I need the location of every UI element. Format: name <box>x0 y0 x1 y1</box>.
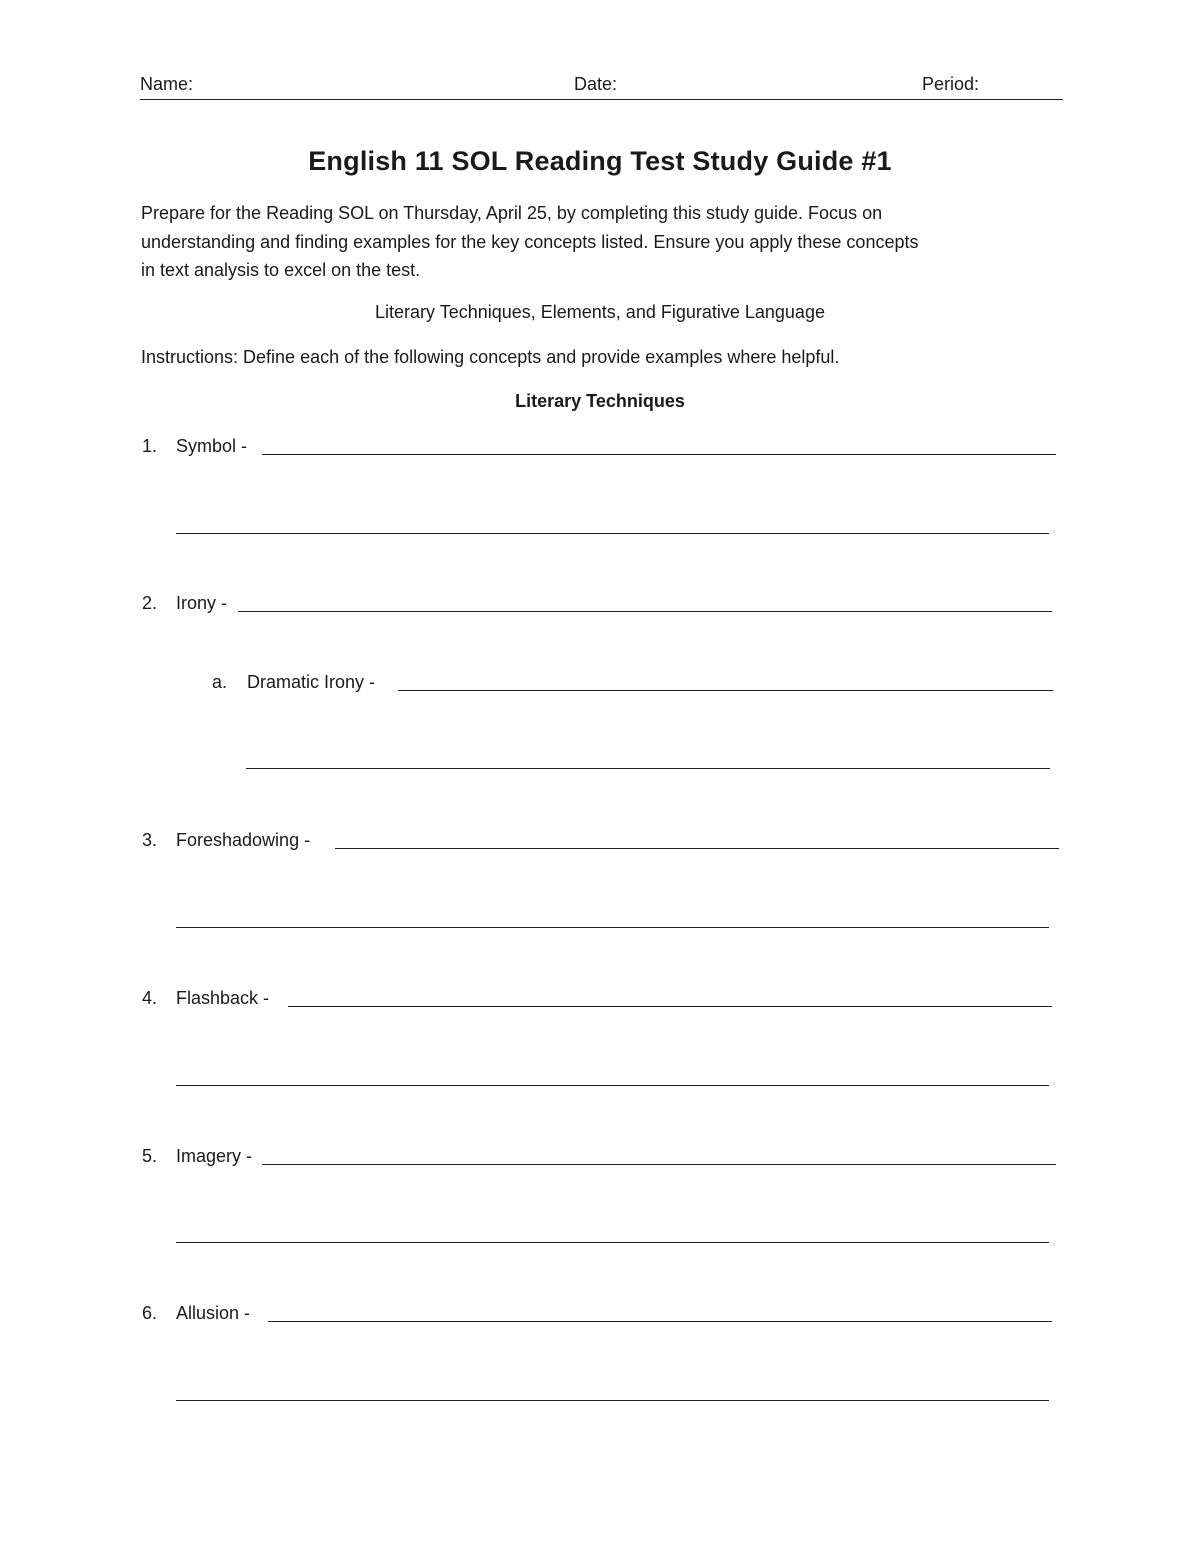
page-title: English 11 SOL Reading Test Study Guide #1 <box>308 146 892 176</box>
answer-line[interactable] <box>176 927 1049 928</box>
instructions: Instructions: Define each of the following concepts and provide examples where helpful. <box>141 347 840 367</box>
item-number: 5. <box>142 1146 158 1166</box>
list-item-symbol <box>142 434 1057 460</box>
item-term: Dramatic Irony - <box>247 672 376 692</box>
item-number: 6. <box>142 1303 158 1323</box>
intro-line: Prepare for the Reading SOL on Thursday, April 25, by completing this study guide. Focus on <box>141 203 883 223</box>
intro-line: understanding and finding examples for the key concepts listed. Ensure you apply these concepts <box>141 231 919 252</box>
list-item-imagery <box>142 1144 1057 1170</box>
subheading: Literary Techniques, Elements, and Figurative Language <box>375 302 825 322</box>
item-term: Foreshadowing - <box>176 830 311 850</box>
header-row <box>140 72 1063 100</box>
answer-line[interactable] <box>176 533 1049 534</box>
answer-line[interactable] <box>238 611 1052 612</box>
answer-line[interactable] <box>176 1085 1049 1086</box>
item-term: Irony - <box>176 593 228 613</box>
item-term: Imagery - <box>176 1146 253 1166</box>
period-label: Period: <box>922 74 980 94</box>
item-term: Symbol - <box>176 436 248 456</box>
list-item-flashback <box>142 986 1057 1012</box>
item-number: 3. <box>142 830 158 850</box>
item-number: 4. <box>142 988 158 1008</box>
answer-line[interactable] <box>268 1321 1052 1322</box>
answer-line[interactable] <box>288 1006 1052 1007</box>
name-label: Name: <box>140 74 194 94</box>
item-term: Flashback - <box>176 988 270 1008</box>
section-heading: Literary Techniques <box>515 391 685 411</box>
item-term: Allusion - <box>176 1303 251 1323</box>
item-letter: a. <box>212 672 228 692</box>
item-number: 2. <box>142 593 158 613</box>
answer-line[interactable] <box>176 1242 1049 1243</box>
list-item-dramatic-irony <box>212 670 1057 696</box>
list-item-foreshadowing <box>142 828 1060 854</box>
item-number: 1. <box>142 436 158 456</box>
list-item-irony <box>142 591 1057 617</box>
list-item-allusion <box>142 1301 1057 1327</box>
intro-paragraph <box>141 199 1056 285</box>
answer-line[interactable] <box>176 1400 1049 1401</box>
answer-line[interactable] <box>246 768 1050 769</box>
answer-line[interactable] <box>335 848 1059 849</box>
intro-line: in text analysis to excel on the test. <box>141 260 421 280</box>
answer-line[interactable] <box>262 454 1056 455</box>
answer-line[interactable] <box>398 690 1053 691</box>
answer-line[interactable] <box>262 1164 1056 1165</box>
date-label: Date: <box>574 74 618 94</box>
